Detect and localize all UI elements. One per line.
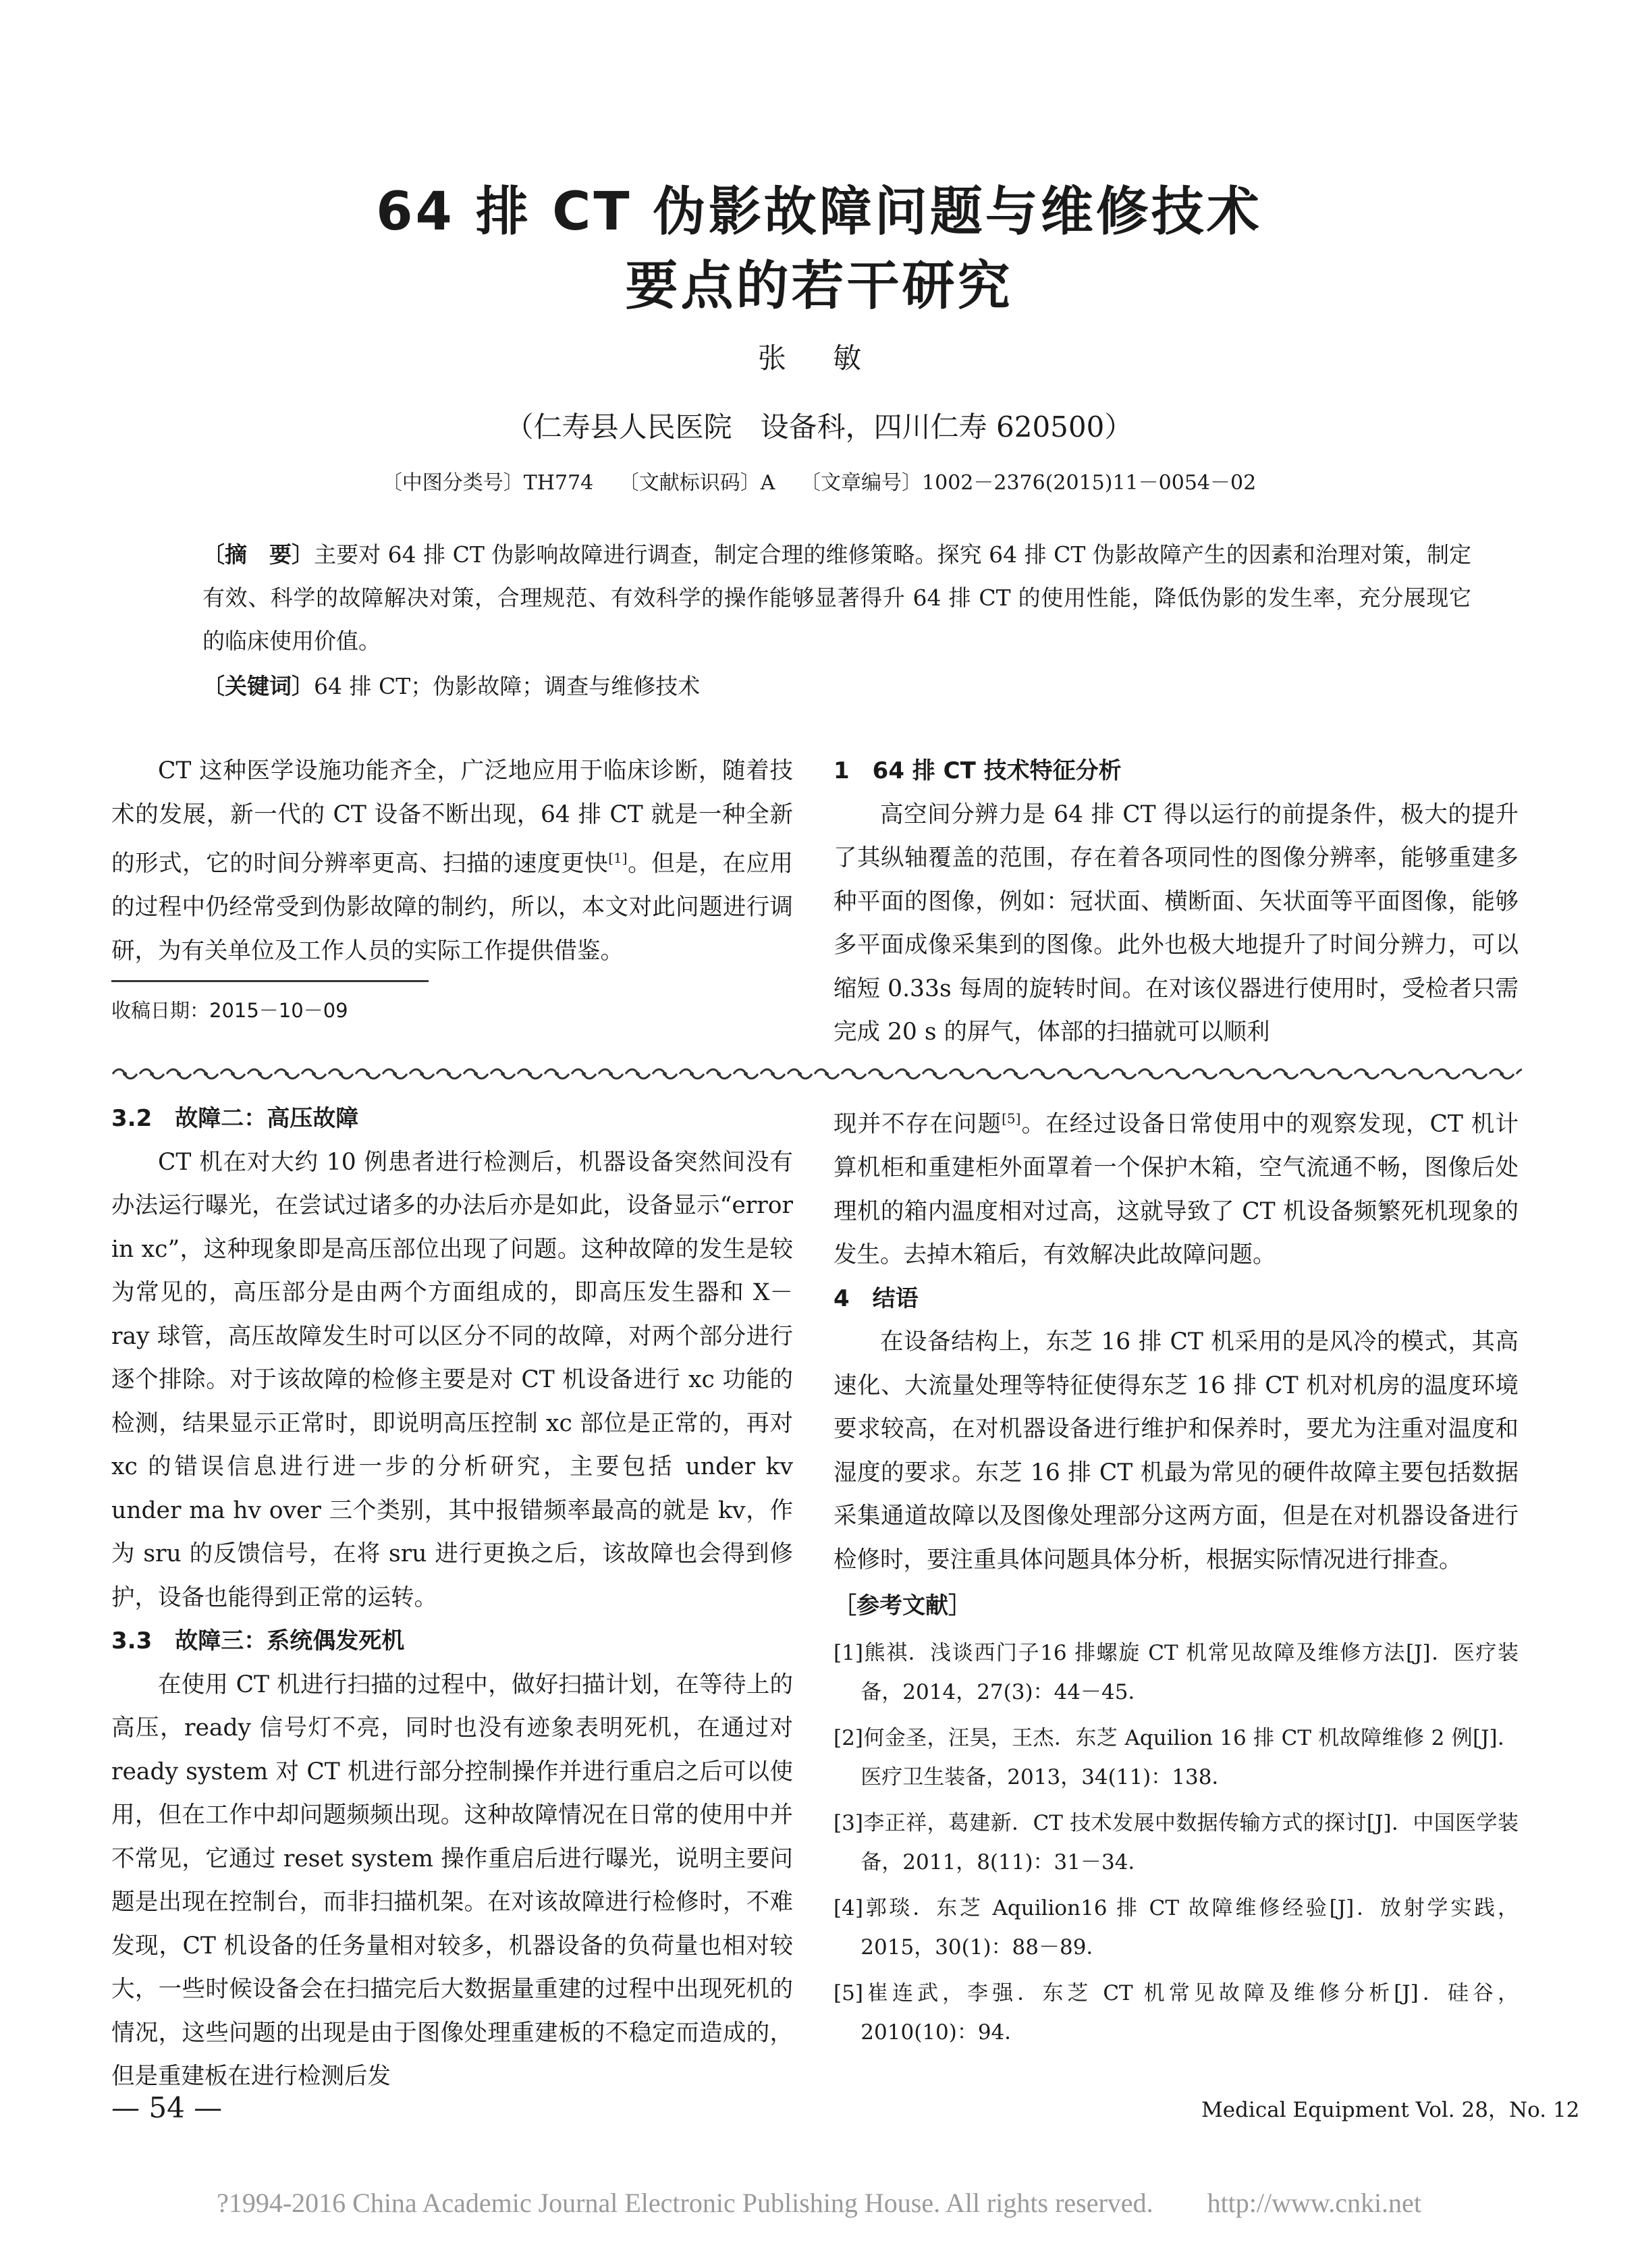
paper-title-line-1: 64 排 CT 伪影故障问题与维修技术 [376,182,1262,242]
citation-5: [5] [1002,1110,1021,1127]
section-1 [834,749,1519,1054]
intro-paragraph [111,749,793,973]
keywords [202,665,1471,708]
paper-title-line-2: 要点的若干研究 [625,256,1013,317]
abstract [202,533,1471,663]
ornamental-divider [111,1066,1522,1081]
abstract-text: 主要对 64 排 CT 伪影响故障进行调查，制定合理的维修策略。探究 64 排 CT 伪影故障产生的因素和治理对策，制定有效、科学的故障解决对策，合理规范、有效科学的操作能够显著得升 64 排 CT 的使用性能，降低伪影的发生率，充分展现它的临床使用价值。 [202,541,1472,654]
received-date: 收稿日期：2015－10－09 [111,999,348,1022]
page-number: — 54 — [111,2091,223,2124]
section-1-heading: 1 64 排 CT 技术特征分析 [834,757,1122,784]
continued-text: 现并不存在问题 [834,1110,1002,1138]
ornament-pattern [111,1066,1522,1081]
intro-text-tail: 。但是，在应用的过程中仍经常受到伪影故障的制约，所以，本文对此问题进行调研，为有关单位及工作人员的实际工作提供借鉴。 [111,850,794,965]
affiliation: （仁寿县人民医院 设备科，四川仁寿 620500） [505,410,1133,443]
intro-section [111,749,793,973]
document-code: 〔文献标识码〕A [618,471,775,495]
references-heading: ［参考文献］ [834,1592,971,1619]
journal-info: Medical Equipment Vol. 28，No. 12 [1201,2098,1580,2122]
footnote-rule [111,980,429,982]
reference-item: [5]崔连武，李强．东芝 CT 机常见故障及维修分析[J]．硅谷，2010(10)：94． [834,1980,1519,2045]
author: 张 敏 [757,342,881,375]
clc-number: 〔中图分类号〕TH774 [381,471,594,495]
section-4-heading: 4 结语 [834,1285,919,1312]
citation-1: [1] [608,850,628,866]
reference-item: [2]何金圣，汪昊，王杰．东芝 Aquilion 16 排 CT 机故障维修 2 例[J]．医疗卫生装备，2013，34(11)：138． [834,1725,1519,1789]
reference-item: [4]郭琰．东芝 Aquilion16 排 CT 故障维修经验[J]．放射学实践，2015，30(1)：88－89． [834,1895,1519,1960]
section-1-paragraph: 高空间分辨力是 64 排 CT 得以运行的前提条件，极大的提升了其纵轴覆盖的范围，存在着各项同性的图像分辨率，能够重建多种平面的图像，例如：冠状面、横断面、矢状面等平面图像，能够多平面成像采集到的图像。此外也极大地提升了时间分辨力，可以缩短 0.33s 每周的旋转时间。在对该仪器进行使用时，受检者只需完成 20 s 的屏气，体部的扫描就可以顺利 [834,801,1519,1046]
reference-item: [3]李正祥，葛建新．CT 技术发展中数据传输方式的探讨[J]．中国医学装备，2011，8(11)：31－34． [834,1810,1519,1874]
section-3-2-paragraph: CT 机在对大约 10 例患者进行检测后，机器设备突然间没有办法运行曝光，在尝试过诸多的办法后亦是如此，设备显示“error in xc”，这种现象即是高压部位出现了问题。这种故障的发生是较为常见的，高压部分是由两个方面组成的，即高压发生器和 X－ray 球管，高压故障发生时可以区分不同的故障，对两个部分进行逐个排除。对于该故障的检修主要是对 CT 机设备进行 xc 功能的检测，结果显示正常时，即说明高压控制 xc 部位是正常的，再对 xc 的错误信息进行进一步的分析研究，主要包括 under kv under ma hv over 三个类别，其中报错频率最高的就是 kv，作为 sru 的反馈信号，在将 sru 进行更换之后，该故障也会得到修护，设备也能得到正常的运转。 [111,1148,793,1611]
sections-continued-4-references [834,1097,1519,2059]
section-3-3-paragraph: 在使用 CT 机进行扫描的过程中，做好扫描计划，在等待上的高压，ready 信号灯不亮，同时也没有迹象表明死机，在通过对 ready system 对 CT 机进行部分控制操作并进行重启之后可以使用，但在工作中却问题频频出现。这种故障情况在日常的使用中并不常见，它通过 reset system 操作重启后进行曝光，说明主要问题是出现在控制台，而非扫描机架。在对该故障进行检修时，不难发现，CT 机设备的任务量相对较多，机器设备的负荷量也相对较大，一些时候设备会在扫描完后大数据量重建的过程中出现死机的情况，这些问题的出现是由于图像处理重建板的不稳定而造成的，但是重建板在进行检测后发 [111,1671,793,2090]
continued-paragraph [834,1097,1519,1277]
reference-item: [1]熊祺．浅谈西门子16 排螺旋 CT 机常见故障及维修方法[J]．医疗装备，2014，27(3)：44－45． [834,1640,1519,1704]
intro-text: CT 这种医学设施功能齐全，广泛地应用于临床诊断，随着技术的发展，新一代的 CT 设备不断出现，64 排 CT 就是一种全新的形式，它的时间分辨率更高、扫描的速度更快 [111,757,793,878]
continued-text-tail: 。在经过设备日常使用中的观察发现，CT 机计算机柜和重建柜外面罩着一个保护木箱，空气流通不畅，图像后处理机的箱内温度相对过高，这就导致了 CT 机设备频繁死机现象的发生。去掉木箱后，有效解决此故障问题。 [834,1110,1519,1268]
reference-list [834,1634,1519,2052]
classification-info [0,466,1638,495]
sections-3-2-3-3 [111,1097,793,2099]
keywords-text: 64 排 CT；伪影故障；调查与维修技术 [314,673,701,699]
section-4-paragraph: 在设备结构上，东芝 16 排 CT 机采用的是风冷的模式，其高速化、大流量处理等特征使得东芝 16 排 CT 机对机房的温度环境要求较高，在对机器设备进行维护和保养时，要尤为注重对温度和湿度的要求。东芝 16 排 CT 机最为常见的硬件故障主要包括数据采集通道故障以及图像处理部分这两方面，但是在对机器设备进行检修时，要注重具体问题具体分析，根据实际情况进行排查。 [834,1328,1519,1573]
section-3-3-heading: 3.3 故障三：系统偶发死机 [111,1627,405,1654]
copyright-notice: ?1994-2016 China Academic Journal Electronic Publishing House. All rights reserved. http://www.cnki.net [217,2188,1421,2218]
article-number: 〔文章编号〕1002－2376(2015)11－0054－02 [800,471,1257,495]
section-3-2-heading: 3.2 故障二：高压故障 [111,1105,359,1132]
abstract-label: 〔摘 要〕 [202,541,315,568]
keywords-label: 〔关键词〕 [202,673,314,699]
